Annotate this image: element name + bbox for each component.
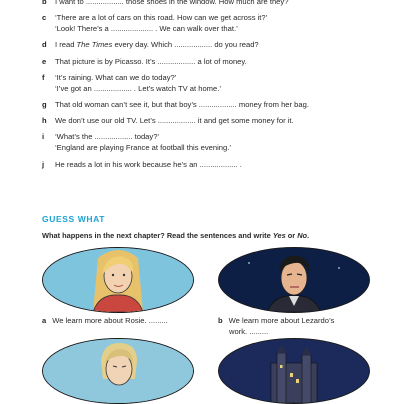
question-letter: a — [42, 316, 47, 325]
item-line: That picture is by Picasso. It’s .................. a lot of money. — [55, 56, 247, 66]
illustration-woman — [42, 338, 194, 404]
instruction-yes: Yes — [272, 231, 286, 240]
item-line: ‘What’s the .................. today?’ — [55, 132, 160, 142]
question-text: We learn more about Lezardo’s — [228, 316, 335, 325]
item-line: ‘Look! There’s a .................... . We can walk over that.’ — [55, 24, 238, 34]
exercise-item-h — [42, 115, 382, 126]
illustration-castle — [218, 338, 370, 404]
item-letter: f — [42, 72, 45, 82]
guess-question-b — [218, 315, 378, 337]
exercise-list — [42, 0, 382, 175]
instruction-text: What happens in the next chapter? Read the sentences and write — [42, 231, 273, 240]
exercise-item-c — [42, 12, 382, 34]
question-text: work. ......... — [229, 327, 269, 336]
item-letter: h — [42, 116, 47, 126]
exercise-item-f — [42, 72, 382, 94]
item-line: ‘There are a lot of cars on this road. How can we get across it?’ — [55, 13, 268, 23]
instruction-end: . — [307, 231, 310, 240]
exercise-item-e — [42, 56, 382, 67]
item-line: That old woman can’t see it, but that boy’s .................. money from her bag. — [55, 99, 309, 109]
item-letter: c — [42, 13, 47, 23]
exercise-item-b — [42, 0, 382, 7]
section-title: GUESS WHAT — [42, 214, 105, 224]
illustration-lezardo — [218, 247, 370, 313]
instruction-no: No — [297, 231, 308, 240]
instruction-or: or — [285, 231, 298, 240]
item-line: I want to .................. those shoes in the window. How much are they? — [55, 0, 289, 6]
instruction — [42, 231, 309, 240]
item-text: every day. Which .................. do you read? — [112, 40, 259, 50]
exercise-item-g — [42, 99, 382, 110]
item-line: ‘England are playing France at football this evening.’ — [55, 143, 232, 153]
exercise-item-i — [42, 131, 382, 153]
question-text: We learn more about Rosie. ......... — [52, 316, 168, 325]
item-letter: i — [42, 132, 45, 142]
guess-question-a — [42, 315, 202, 326]
item-line: ‘I’ve got an .................. . Let’s watch TV at home.’ — [55, 83, 222, 93]
item-letter: e — [42, 56, 47, 66]
newspaper-title: The Times — [76, 40, 113, 50]
item-line: ‘It’s raining. What can we do today?’ — [55, 72, 177, 82]
item-letter: d — [42, 40, 47, 50]
item-letter: j — [42, 159, 45, 169]
exercise-item-j — [42, 159, 382, 170]
exercise-item-d — [42, 39, 382, 50]
item-text: I read — [55, 40, 77, 50]
illustration-rosie — [42, 247, 194, 313]
item-letter: b — [42, 0, 47, 6]
question-letter: b — [218, 316, 223, 325]
item-line: We don’t use our old TV. Let’s .................. it and get some money for it. — [55, 116, 294, 126]
item-line: He reads a lot in his work because he’s an .................. . — [55, 159, 242, 169]
item-letter: g — [42, 99, 47, 109]
